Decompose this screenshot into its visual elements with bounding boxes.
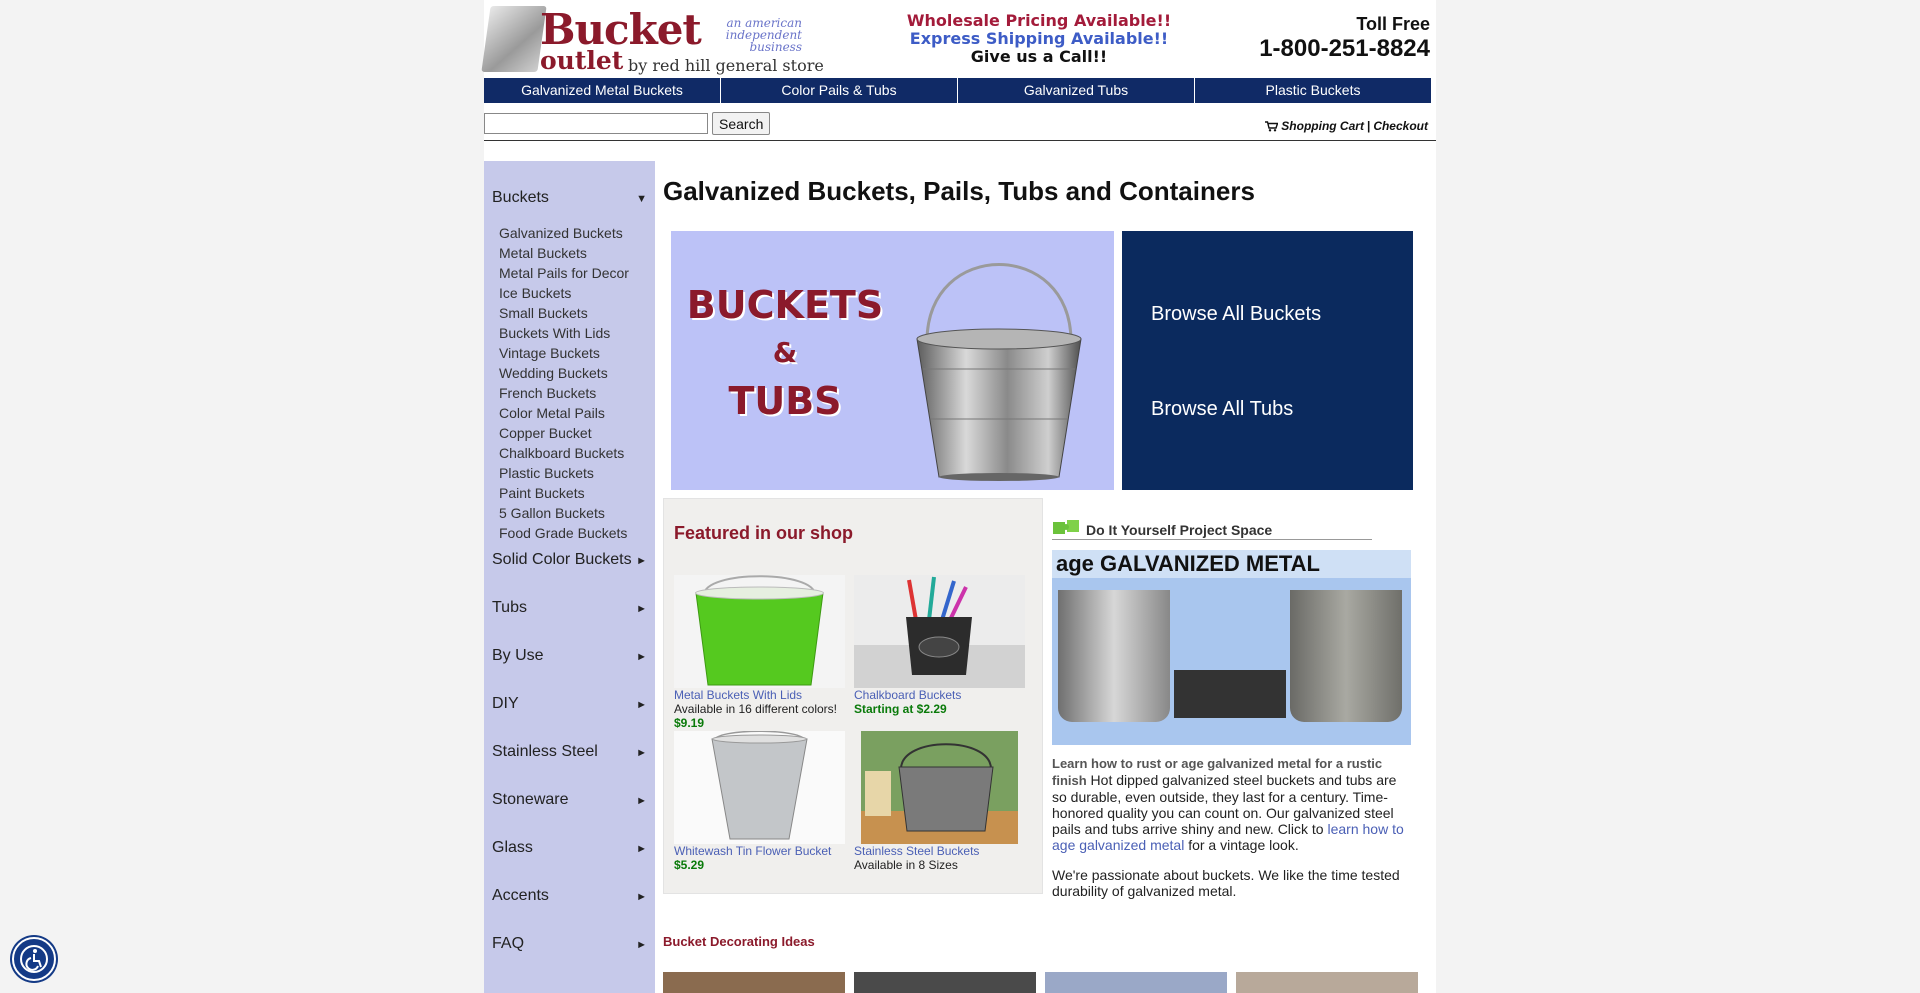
product-image[interactable] bbox=[861, 731, 1018, 844]
site-logo[interactable] bbox=[484, 4, 824, 76]
idea-thumbnail[interactable] bbox=[854, 972, 1036, 993]
sidebar-cat-tubs[interactable] bbox=[484, 589, 655, 637]
sidebar-item-color-metal-pails[interactable]: Color Metal Pails bbox=[499, 405, 605, 421]
triangle-right-icon: ► bbox=[636, 651, 647, 663]
sidebar-cat-label: Glass bbox=[492, 839, 533, 856]
sidebar-cat-label: Stoneware bbox=[492, 791, 569, 808]
green-bucket-image bbox=[674, 575, 845, 688]
sidebar-cat-label: FAQ bbox=[492, 935, 525, 952]
sidebar-cat-label: Tubs bbox=[492, 599, 527, 616]
phone-number[interactable]: 1-800-251-8824 bbox=[1259, 35, 1430, 62]
sidebar-cat-label: By Use bbox=[492, 647, 544, 664]
idea-thumbnail[interactable] bbox=[663, 972, 845, 993]
sidebar-cat-stainless-steel[interactable] bbox=[484, 733, 655, 781]
bucket-decorating-ideas-heading: Bucket Decorating Ideas bbox=[663, 934, 815, 949]
sidebar-item-wedding-buckets[interactable]: Wedding Buckets bbox=[499, 365, 608, 381]
hero-line-amp: & bbox=[772, 336, 798, 369]
promo-banner bbox=[896, 12, 1182, 66]
toll-free-label: Toll Free bbox=[1356, 14, 1430, 34]
sidebar-cat-label: Buckets bbox=[492, 189, 549, 206]
header-divider bbox=[484, 140, 1436, 141]
logo-bucket-icon bbox=[481, 6, 546, 72]
product-price: $5.29 bbox=[674, 858, 705, 872]
triangle-right-icon: ► bbox=[636, 939, 647, 951]
triangle-right-icon: ► bbox=[636, 843, 647, 855]
stainless-bucket-image bbox=[861, 731, 1018, 844]
product-name[interactable]: Chalkboard Buckets bbox=[854, 688, 962, 702]
product-image[interactable] bbox=[854, 575, 1025, 688]
sidebar-cat-diy[interactable] bbox=[484, 685, 655, 733]
product-image[interactable] bbox=[674, 731, 845, 844]
sidebar-cat-stoneware[interactable] bbox=[484, 781, 655, 829]
browse-panel bbox=[1122, 231, 1413, 490]
cart-icon bbox=[1265, 121, 1278, 132]
hero-line-buckets: BUCKETS bbox=[686, 283, 884, 327]
logo-word-bucket: Bucket bbox=[540, 5, 701, 54]
sidebar-cat-label: Solid Color Buckets bbox=[492, 551, 632, 568]
product-name[interactable]: Stainless Steel Buckets bbox=[854, 844, 980, 858]
sidebar-item-metal-buckets[interactable]: Metal Buckets bbox=[499, 245, 587, 261]
diy-para2: We're passionate about buckets. We like the time tested durability of galvanized metal. bbox=[1052, 867, 1400, 899]
promo-shipping: Express Shipping Available!! bbox=[909, 29, 1169, 48]
shiny-bucket-shape bbox=[1058, 590, 1170, 722]
sidebar-item-food-grade-buckets[interactable]: Food Grade Buckets bbox=[499, 525, 628, 541]
diy-tail: for a vintage look. bbox=[1184, 837, 1299, 853]
product-image[interactable] bbox=[674, 575, 845, 688]
aged-bucket-shape bbox=[1290, 590, 1402, 722]
chalkboard-bucket-image bbox=[854, 575, 1025, 688]
sidebar-item-plastic-buckets[interactable]: Plastic Buckets bbox=[499, 465, 594, 481]
product-price: $9.19 bbox=[674, 716, 705, 730]
main-nav bbox=[484, 78, 1431, 103]
product-card[interactable] bbox=[854, 575, 1030, 716]
sidebar-cat-glass[interactable] bbox=[484, 829, 655, 877]
corrosion-chart-shape bbox=[1174, 670, 1286, 718]
hero-text bbox=[685, 281, 885, 425]
product-card[interactable] bbox=[674, 731, 850, 872]
learn-age-galvanized-link[interactable]: learn how to age galvanized metal bbox=[1052, 821, 1404, 853]
sidebar bbox=[484, 161, 655, 993]
idea-thumbnail[interactable] bbox=[1045, 972, 1227, 993]
accessibility-icon bbox=[14, 939, 54, 979]
product-name[interactable]: Metal Buckets With Lids bbox=[674, 688, 803, 702]
product-card[interactable] bbox=[674, 575, 850, 730]
triangle-right-icon: ► bbox=[636, 555, 647, 567]
cart-separator: | bbox=[1366, 119, 1371, 133]
sidebar-item-french-buckets[interactable]: French Buckets bbox=[499, 385, 597, 401]
nav-galvanized-metal-buckets[interactable]: Galvanized Metal Buckets bbox=[484, 78, 721, 103]
diy-body: Hot dipped galvanized steel buckets and tubs are so durable, even outside, they last for a century. Time-honored quality you can count on. Our galvanized steel pails and tubs arrive shiny and new. Click to bbox=[1052, 772, 1397, 837]
sidebar-item-ice-buckets[interactable]: Ice Buckets bbox=[499, 285, 572, 301]
sidebar-cat-accents[interactable] bbox=[484, 877, 655, 925]
sidebar-cat-faq[interactable] bbox=[484, 925, 655, 973]
sidebar-item-metal-pails-decor[interactable]: Metal Pails for Decor bbox=[499, 265, 629, 281]
logo-by-line: by red hill general store bbox=[628, 56, 824, 75]
sidebar-cat-label: Accents bbox=[492, 887, 549, 904]
nav-galvanized-tubs[interactable]: Galvanized Tubs bbox=[958, 78, 1195, 103]
featured-section bbox=[663, 498, 1043, 894]
diy-heading bbox=[1052, 518, 1372, 540]
sidebar-item-small-buckets[interactable]: Small Buckets bbox=[499, 305, 588, 321]
sidebar-cat-buckets[interactable] bbox=[484, 161, 655, 209]
idea-thumbnail[interactable] bbox=[1236, 972, 1418, 993]
search-button[interactable]: Search bbox=[712, 112, 770, 135]
triangle-right-icon: ► bbox=[636, 795, 647, 807]
sidebar-item-galvanized-buckets[interactable]: Galvanized Buckets bbox=[499, 225, 623, 241]
search-input[interactable] bbox=[484, 113, 708, 134]
diy-heading-text: Do It Yourself Project Space bbox=[1086, 522, 1273, 538]
sidebar-cat-label: Stainless Steel bbox=[492, 743, 598, 760]
age-galvanized-metal-image[interactable] bbox=[1052, 550, 1411, 745]
diy-image-title: age GALVANIZED METAL bbox=[1052, 550, 1411, 578]
promo-wholesale: Wholesale Pricing Available!! bbox=[906, 11, 1172, 30]
sidebar-item-5-gallon-buckets[interactable]: 5 Gallon Buckets bbox=[499, 505, 605, 521]
page bbox=[484, 0, 1436, 993]
sidebar-bucket-list bbox=[484, 209, 655, 543]
product-price: Starting at $2.29 bbox=[854, 702, 947, 716]
sidebar-item-paint-buckets[interactable]: Paint Buckets bbox=[499, 485, 585, 501]
diy-section bbox=[1052, 518, 1412, 899]
triangle-right-icon: ► bbox=[636, 699, 647, 711]
product-desc: Available in 8 Sizes bbox=[854, 858, 958, 872]
checkout-link[interactable]: Checkout bbox=[1373, 119, 1428, 133]
sidebar-item-copper-bucket[interactable]: Copper Bucket bbox=[499, 425, 592, 441]
diy-description bbox=[1052, 755, 1412, 853]
featured-heading: Featured in our shop bbox=[674, 523, 854, 543]
sidebar-cat-by-use[interactable] bbox=[484, 637, 655, 685]
shopping-cart-link[interactable]: Shopping Cart bbox=[1281, 119, 1364, 133]
product-desc: Available in 16 different colors! bbox=[674, 702, 837, 716]
sidebar-item-vintage-buckets[interactable]: Vintage Buckets bbox=[499, 345, 600, 361]
logo-tagline: an american independent business bbox=[725, 16, 802, 54]
product-name[interactable]: Whitewash Tin Flower Bucket bbox=[674, 844, 832, 858]
browse-all-buckets-link[interactable]: Browse All Buckets bbox=[1151, 303, 1322, 325]
triangle-right-icon: ► bbox=[636, 747, 647, 759]
sidebar-item-chalkboard-buckets[interactable]: Chalkboard Buckets bbox=[499, 445, 625, 461]
triangle-right-icon: ► bbox=[636, 603, 647, 615]
puzzle-icon bbox=[1052, 518, 1082, 538]
triangle-down-icon: ▼ bbox=[636, 193, 647, 205]
diy-lead: Learn how to rust or age galvanized metal for a rustic finish bbox=[1052, 756, 1383, 788]
toll-free bbox=[1259, 14, 1430, 63]
nav-color-pails-tubs[interactable]: Color Pails & Tubs bbox=[721, 78, 958, 103]
sidebar-item-buckets-with-lids[interactable]: Buckets With Lids bbox=[499, 325, 611, 341]
tin-flower-bucket-image bbox=[674, 731, 845, 844]
hero-banner[interactable] bbox=[671, 231, 1114, 490]
sidebar-cat-solid-color-buckets[interactable] bbox=[484, 543, 655, 589]
page-title: Galvanized Buckets, Pails, Tubs and Containers bbox=[663, 176, 1255, 206]
browse-all-tubs-link[interactable]: Browse All Tubs bbox=[1151, 398, 1294, 420]
sidebar-cat-label: DIY bbox=[492, 695, 519, 712]
galvanized-bucket-image bbox=[909, 249, 1089, 481]
hero-line-tubs: TUBS bbox=[728, 379, 842, 423]
nav-plastic-buckets[interactable]: Plastic Buckets bbox=[1265, 82, 1361, 98]
logo-word-outlet: outlet bbox=[540, 46, 624, 75]
product-card[interactable] bbox=[854, 731, 1030, 872]
cart-links bbox=[1265, 119, 1428, 133]
promo-call: Give us a Call!! bbox=[970, 47, 1108, 66]
accessibility-button[interactable] bbox=[12, 937, 56, 981]
triangle-right-icon: ► bbox=[636, 891, 647, 903]
